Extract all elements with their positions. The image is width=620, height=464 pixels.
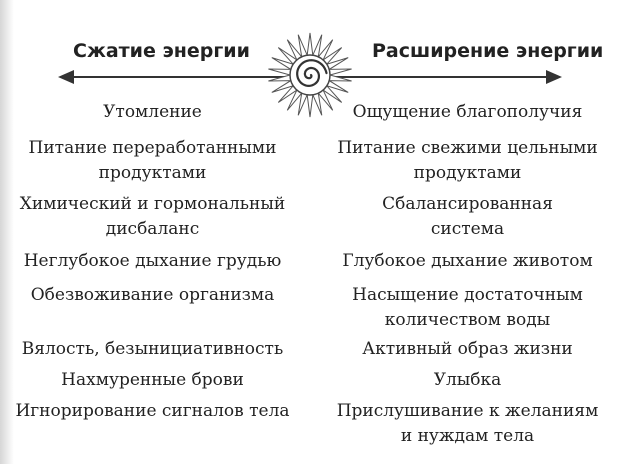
heading-energy-expansion: Расширение энергии: [372, 40, 604, 62]
left-item: Питание переработанными продуктами: [28, 138, 277, 183]
right-item: Сбалансированная система: [382, 194, 553, 239]
left-item: Неглубокое дыхание грудью: [23, 251, 282, 271]
left-item: Обезвоживание организма: [30, 285, 275, 305]
right-item: Прислушивание к желаниям и нуждам тела: [336, 401, 599, 446]
arrow-right-icon: [315, 70, 562, 84]
left-item: Вялость, безынициативность: [21, 339, 284, 359]
right-item: Насыщение достаточным количеством воды: [352, 285, 583, 330]
right-item: Глубокое дыхание животом: [342, 251, 593, 271]
left-item: Игнорирование сигналов тела: [15, 401, 290, 421]
left-item: Утомление: [103, 102, 202, 122]
right-item: Ощущение благополучия: [352, 102, 583, 122]
heading-energy-compression: Сжатие энергии: [73, 40, 250, 62]
left-item: Нахмуренные брови: [61, 370, 244, 390]
arrow-left-icon: [58, 70, 305, 84]
right-item: Активный образ жизни: [362, 339, 573, 359]
right-item: Улыбка: [433, 370, 502, 390]
left-item: Химический и гормональный дисбаланс: [19, 194, 286, 239]
right-item: Питание свежими цельными продуктами: [337, 138, 598, 183]
